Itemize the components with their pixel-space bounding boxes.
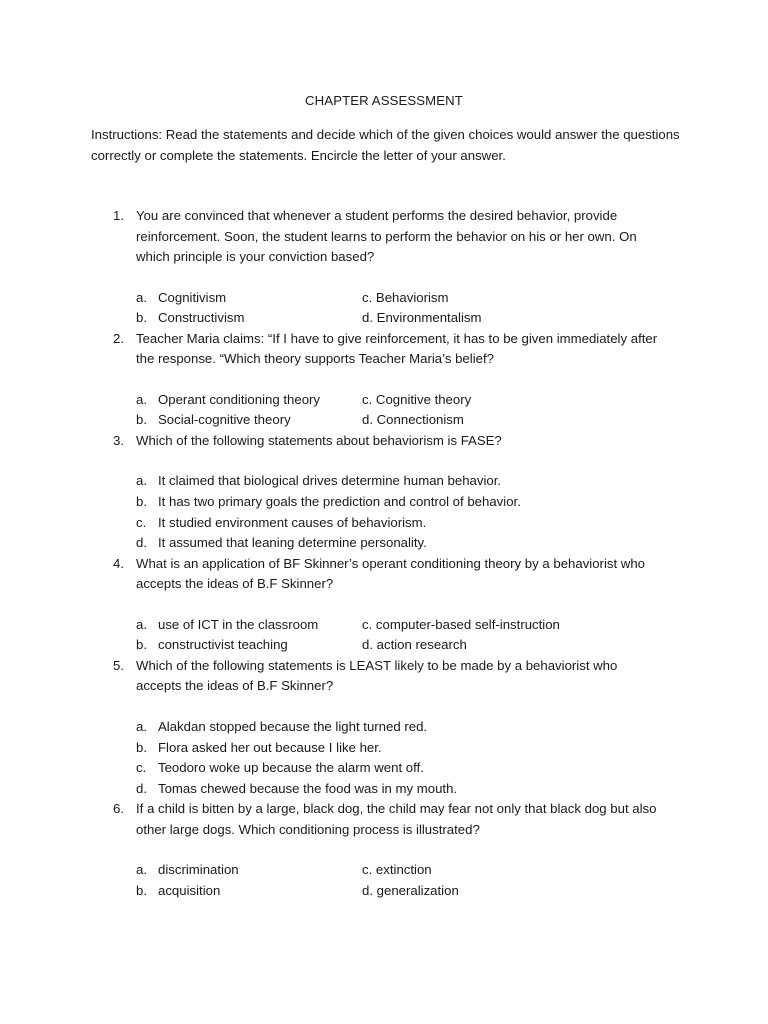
choice-row	[0, 533, 768, 554]
instructions-text: Instructions: Read the statements and decide which of the given choices would answer the questions correctly or complete the statements. Encircle the letter of your answer.	[91, 127, 680, 163]
choice-row	[0, 410, 768, 431]
choice-letter: b.	[136, 310, 147, 326]
choice-text: It claimed that biological drives determine human behavior.	[158, 473, 502, 489]
question-text: You are convinced that whenever a student performs the desired behavior, provide reinforcement. Soon, the student learns to perform the behavior on his or her own. On which principle is your conviction based?	[136, 208, 637, 264]
choice-letter: b.	[136, 739, 147, 755]
choice-row	[0, 860, 768, 881]
choice-row	[0, 308, 768, 329]
choice-text-right-column: c. computer-based self-instruction	[362, 616, 560, 632]
choice-text: It studied environment causes of behaviorism.	[158, 514, 427, 530]
choice-row	[0, 288, 768, 309]
choice-row	[0, 779, 768, 800]
choice-letter: c.	[136, 514, 147, 530]
choice-text-right-column: c. Cognitive theory	[362, 391, 472, 407]
choice-letter: b.	[136, 412, 147, 428]
choice-text: Social-cognitive theory	[158, 412, 291, 428]
choice-text: Constructivism	[158, 310, 245, 326]
question-stem	[0, 554, 666, 595]
choice-letter: a.	[136, 391, 147, 407]
choice-letter: a.	[136, 718, 147, 734]
question-number: 4.	[113, 555, 124, 571]
question-item	[0, 329, 768, 431]
choice-row	[0, 881, 768, 902]
choice-text-right-column: d. Connectionism	[362, 412, 464, 428]
choice-text-right-column: d. Environmentalism	[362, 310, 482, 326]
choice-row	[0, 471, 768, 492]
choice-list	[0, 390, 768, 431]
choice-row	[0, 492, 768, 513]
choice-row	[0, 513, 768, 534]
question-stem	[0, 656, 666, 697]
choice-letter: b.	[136, 493, 147, 509]
choice-text-right-column: d. generalization	[362, 882, 459, 898]
question-item	[0, 656, 768, 799]
choice-letter: b.	[136, 882, 147, 898]
question-item	[0, 431, 768, 554]
question-item	[0, 799, 768, 901]
choice-text-right-column: c. extinction	[362, 862, 432, 878]
choice-text: Cognitivism	[158, 289, 227, 305]
question-number: 2.	[113, 330, 124, 346]
choice-list	[0, 615, 768, 656]
choice-letter: a.	[136, 616, 147, 632]
question-list	[0, 206, 768, 902]
question-item	[0, 554, 768, 656]
choice-row	[0, 615, 768, 636]
choice-list	[0, 717, 768, 799]
choice-text: Teodoro woke up because the alarm went off.	[158, 760, 424, 776]
choice-row	[0, 717, 768, 738]
choice-letter: b.	[136, 637, 147, 653]
choice-text: Flora asked her out because I like her.	[158, 739, 382, 755]
question-number: 3.	[113, 432, 124, 448]
question-text: Which of the following statements about behaviorism is FASE?	[136, 432, 502, 448]
choice-letter: a.	[136, 862, 147, 878]
question-stem	[0, 329, 666, 370]
question-number: 6.	[113, 801, 124, 817]
choice-list	[0, 471, 768, 553]
choice-row	[0, 758, 768, 779]
choice-text: Tomas chewed because the food was in my mouth.	[158, 780, 458, 796]
choice-text: Alakdan stopped because the light turned red.	[158, 718, 428, 734]
question-text: Which of the following statements is LEAST likely to be made by a behaviorist who accepts the ideas of B.F Skinner?	[136, 657, 618, 694]
choice-row	[0, 738, 768, 759]
question-stem	[0, 799, 666, 840]
choice-letter: d.	[136, 780, 147, 796]
question-text: What is an application of BF Skinner’s operant conditioning theory by a behaviorist who accepts the ideas of B.F Skinner?	[136, 555, 645, 592]
question-text: Teacher Maria claims: “If I have to give reinforcement, it has to be given immediately after the response. “Which theory supports Teacher Maria’s belief?	[136, 330, 658, 367]
question-number: 1.	[113, 208, 124, 223]
choice-letter: c.	[136, 760, 147, 776]
choice-text: It assumed that leaning determine personality.	[158, 535, 427, 551]
choice-text: discrimination	[158, 862, 239, 878]
choice-letter: d.	[136, 535, 147, 551]
choice-text: Operant conditioning theory	[158, 391, 321, 407]
choice-text-right-column: d. action research	[362, 637, 467, 653]
choice-list	[0, 288, 768, 329]
choice-text: constructivist teaching	[158, 637, 288, 653]
question-number: 5.	[113, 657, 124, 673]
question-text: If a child is bitten by a large, black dog, the child may fear not only that black dog but also other large dogs. Which conditioning process is illustrated?	[136, 801, 657, 837]
choice-letter: a.	[136, 289, 147, 305]
question-item	[0, 206, 768, 329]
choice-text: It has two primary goals the prediction and control of behavior.	[158, 493, 521, 509]
choice-row	[0, 635, 768, 656]
choice-list	[0, 860, 768, 901]
page-title: CHAPTER ASSESSMENT	[305, 93, 463, 108]
choice-row	[0, 390, 768, 411]
question-stem	[0, 431, 666, 452]
choice-text: use of ICT in the classroom	[158, 616, 319, 632]
choice-letter: a.	[136, 473, 147, 489]
choice-text: acquisition	[158, 882, 221, 898]
choice-text-right-column: c. Behaviorism	[362, 289, 449, 305]
question-stem	[0, 206, 666, 268]
